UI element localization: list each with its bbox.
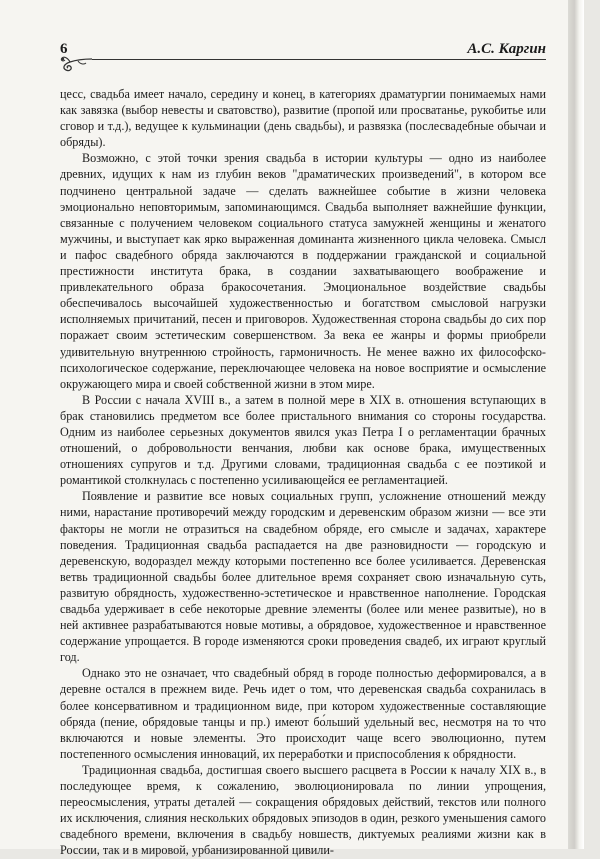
paragraph: В России с начала XVIII в., а затем в полной мере в XIX в. отношения вступающих в брак становились предметом все более пристального внимания со стороны государства. Одним из наиболее серьезных документов явился указ Петра I о регламентации брачных отношений, о добровольности венчания, любви как основе брака, имущественных отношениях супругов и т.д. Другими словами, традиционная свадьба с ее поэтикой и романтикой столкнулась с постепенно усиливающейся ее регламентацией. [60,392,546,488]
page-edge [568,0,584,849]
header-rule [92,59,546,60]
paragraph: Появление и развитие все новых социальных групп, усложнение отношений между ними, нарастание противоречий между городским и деревенским образом жизни — все эти факторы не могли не отразиться на свадебном обряде, его смысле и задачах, характере поведения. Традиционная свадьба распадается на две разновидности — городскую и деревенскую, водораздел между которыми постепенно все более усиливается. Деревенская ветвь традиционной свадьбы более длительное время сохраняет свою изначальную суть, развитую обрядность, художественно-эстетическое и нравственное наполнение. Городская свадьба удерживает в себе некоторые древние элементы (более или менее развитые), но в ней активнее разрабатываются новые мотивы, а обрядовое, художественное и нравственное содержание упрощается. В городе изменяются сроки проведения свадеб, их играют круглый год. [60,489,546,665]
paragraph: Возможно, с этой точки зрения свадьба в истории культуры — одно из наиболее древних, идущих к нам из глубин веков "драматических произведений", в котором все подчинено центральной задаче — сделать важнейшее событие в жизни человека эмоционально неповторимым, запоминающимся. Свадьба выполняет важнейшие функции, связанные с получением человеком социального статуса замужней женщины и женатого мужчины, и выступает как ярко выраженная доминанта жизненного цикла человека. Смысл и пафос свадебного обряда заключаются в поддержании гражданской и социальной престижности института брака, в создании захватывающего воображение и привлекательного образа бракосочетания. Эмоциональное воздействие свадьбы обеспечивалось высочайшей художественностью и богатством смысловой нагрузки исполняемых причитаний, песен и приговоров. Художественная сторона свадьбы до сих пор поражает своим эстетическим совершенством. За века ее жанры и формы приобрели удивительную внутреннюю стройность, гармоничность. Не менее важно их философско-психологическое содержание, переключающее человека на новое восприятие и осмысление окружающего мира и своей собственной жизни в этом мире. [60,151,546,391]
paragraph: Однако это не означает, что свадебный обряд в городе полностью деформировался, а в деревне остался в прежнем виде. Речь идет о том, что деревенская свадьба сохранилась в более консервативном и традиционном виде, при котором художественные составляющие обряда (пение, обрядовые танцы и пр.) имеют бо́льший удельный вес, несмотря на то что включаются и новые элементы. Это происходит чаще всего эволюционно, путем постепенного осмысления инноваций, их переработки и приспособления к обрядности. [60,666,546,761]
page-number: 6 [60,41,68,57]
body-text [60,86,546,859]
paragraph: Традиционная свадьба, достигшая своего высшего расцвета в России к началу XIX в., в последующее время, к сожалению, эволюционировала по линии упрощения, переосмысления, утраты деталей — сокращения обрядовых действий, текстов или полного их исключения, слияния нескольких обрядовых эпизодов в один, резкого уменьшения самого свадебного времени, включения в свадьбу новшеств, диктуемых реалиями жизни как в России, так и в мировой, урбанизированной цивили- [60,762,546,858]
running-title: А.С. Каргин [467,41,546,57]
page-header [60,41,546,61]
flourish-ornament-icon [58,50,98,74]
paragraph: цесс, свадьба имеет начало, середину и конец, в категориях драматургии понимаемых нами как завязка (выбор невесты и сватовство), развитие (пропой или просватанье, рукобитье или сговор и т.д.), ведущее к кульминации (день свадьбы), и развязка (послесвадебные обычаи и обряды). [60,87,546,150]
